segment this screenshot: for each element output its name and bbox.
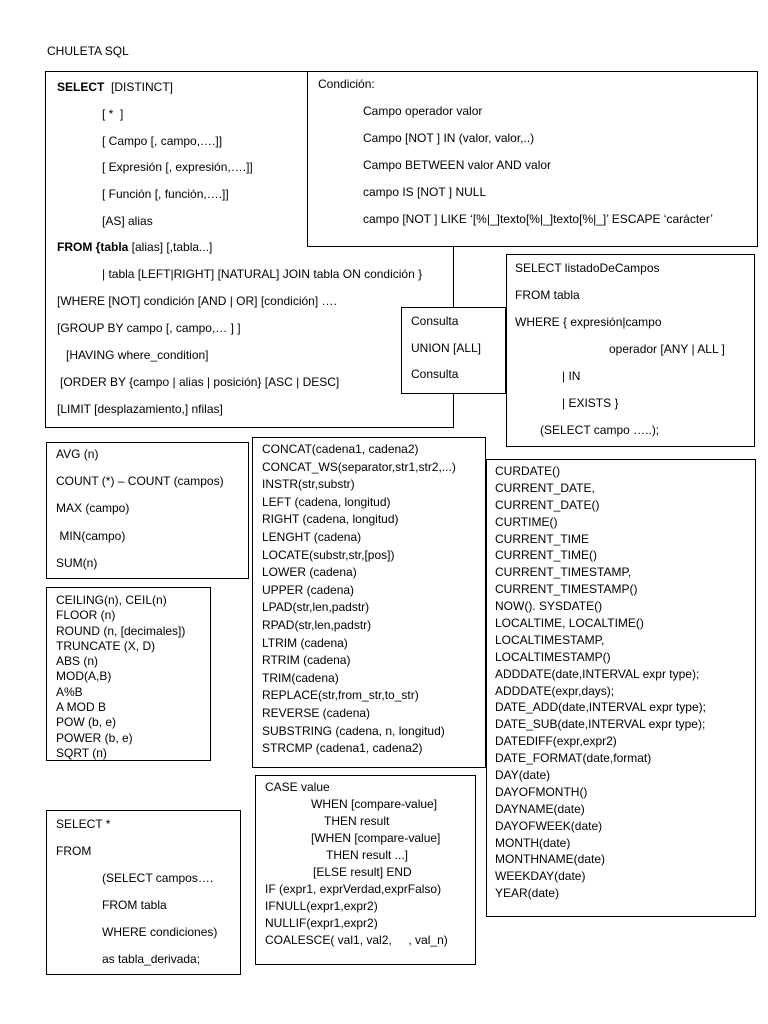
aggregate-line: MIN(campo) bbox=[56, 529, 126, 543]
case-line: [ELSE result] END bbox=[313, 865, 412, 879]
date-function: DATE_FORMAT(date,format) bbox=[495, 751, 652, 766]
string-function: RTRIM (cadena) bbox=[262, 653, 351, 668]
math-functions-box bbox=[46, 587, 211, 761]
union-box bbox=[401, 307, 506, 394]
syntax-line: [LIMIT [desplazamiento,] nfilas] bbox=[57, 402, 223, 416]
date-functions-box bbox=[486, 459, 756, 917]
date-function: CURRENT_TIMESTAMP() bbox=[495, 582, 638, 597]
derived-line: as tabla_derivada; bbox=[102, 952, 201, 966]
case-line: THEN result ...] bbox=[326, 848, 409, 862]
case-line: CASE value bbox=[265, 780, 330, 794]
date-function: WEEKDAY(date) bbox=[495, 869, 586, 884]
derived-table-box bbox=[46, 810, 241, 975]
condition-heading: Condición: bbox=[318, 77, 375, 91]
date-function: DATE_SUB(date,INTERVAL expr type); bbox=[495, 717, 706, 732]
string-function: TRIM(cadena) bbox=[262, 670, 339, 685]
string-function: STRCMP (cadena1, cadena2) bbox=[262, 741, 423, 756]
math-function: CEILING(n), CEIL(n) bbox=[56, 593, 167, 607]
math-function: TRUNCATE (X, D) bbox=[56, 638, 156, 653]
subquery-where-box bbox=[506, 254, 755, 447]
case-line: THEN result bbox=[324, 814, 390, 828]
string-function: LEFT (cadena, longitud) bbox=[262, 494, 391, 509]
math-functions-list bbox=[56, 593, 185, 761]
date-function: DATE_ADD(date,INTERVAL expr type); bbox=[495, 700, 706, 715]
syntax-line: [GROUP BY campo [, campo,… ] ] bbox=[57, 321, 241, 335]
condition-line: Campo operador valor bbox=[363, 104, 483, 118]
string-function: RIGHT (cadena, longitud) bbox=[262, 512, 399, 527]
string-function: RPAD(str,len,padstr) bbox=[262, 617, 372, 632]
subquery-line: WHERE { expresión|campo bbox=[515, 315, 662, 329]
subquery-line: (SELECT campo …..); bbox=[540, 423, 660, 437]
union-line: UNION [ALL] bbox=[411, 341, 482, 355]
syntax-line: | tabla [LEFT|RIGHT] [NATURAL] JOIN tabla ON condición } bbox=[102, 267, 423, 281]
string-function: LOCATE(substr,str,[pos]) bbox=[262, 547, 395, 562]
syntax-line: [ Expresión [, expresión,….]] bbox=[102, 160, 253, 174]
date-function: CURDATE() bbox=[495, 464, 561, 478]
syntax-line: [ORDER BY {campo | alias | posición} [ASC | DESC] bbox=[60, 375, 340, 389]
date-function: MONTH(date) bbox=[495, 835, 571, 850]
aggregate-line: COUNT (*) – COUNT (campos) bbox=[56, 474, 224, 488]
date-function: CURRENT_TIMESTAMP, bbox=[495, 565, 632, 580]
date-function: LOCALTIME, LOCALTIME() bbox=[495, 616, 644, 631]
case-functions-box bbox=[255, 775, 476, 965]
math-function: POWER (b, e) bbox=[56, 730, 133, 745]
case-line: WHEN [compare-value] bbox=[311, 797, 438, 811]
date-function: MONTHNAME(date) bbox=[495, 852, 606, 867]
aggregates-box bbox=[46, 442, 249, 579]
string-function: LENGHT (cadena) bbox=[262, 529, 362, 544]
date-function: DAYNAME(date) bbox=[495, 801, 585, 816]
date-function: CURRENT_TIME() bbox=[495, 548, 597, 563]
condition-box bbox=[307, 71, 758, 247]
date-function: DAYOFWEEK(date) bbox=[495, 818, 603, 833]
case-line: NULLIF(expr1,expr2) bbox=[265, 916, 378, 930]
subquery-line: FROM tabla bbox=[515, 288, 580, 302]
math-function: FLOOR (n) bbox=[56, 608, 116, 623]
string-function: INSTR(str,substr) bbox=[262, 477, 355, 492]
case-line: IFNULL(expr1,expr2) bbox=[265, 899, 378, 913]
date-function: CURRENT_DATE() bbox=[495, 497, 600, 512]
union-line: Consulta bbox=[411, 314, 459, 328]
syntax-line: [ Campo [, campo,….]] bbox=[102, 134, 223, 148]
date-function: NOW(). SYSDATE() bbox=[495, 599, 603, 614]
string-function: LPAD(str,len,padstr) bbox=[262, 600, 370, 615]
date-function: DAYOFMONTH() bbox=[495, 784, 588, 799]
string-function: SUBSTRING (cadena, n, longitud) bbox=[262, 723, 445, 738]
date-function: DAY(date) bbox=[495, 768, 551, 783]
math-function: A%B bbox=[56, 684, 83, 699]
syntax-line: [ * ] bbox=[102, 107, 124, 121]
derived-line: SELECT * bbox=[56, 817, 111, 831]
syntax-line: [ Función [, función,….]] bbox=[102, 187, 229, 201]
derived-line: FROM tabla bbox=[102, 898, 167, 912]
string-function: CONCAT(cadena1, cadena2) bbox=[262, 442, 419, 456]
string-function: UPPER (cadena) bbox=[262, 582, 355, 597]
date-function: LOCALTIMESTAMP, bbox=[495, 632, 605, 647]
derived-line: (SELECT campos…. bbox=[102, 871, 214, 885]
syntax-line: [WHERE [NOT] condición [AND | OR] [condición] …. bbox=[57, 294, 337, 308]
math-function: ABS (n) bbox=[56, 654, 99, 669]
aggregate-line: AVG (n) bbox=[56, 447, 99, 461]
string-functions-box bbox=[252, 437, 486, 768]
union-line: Consulta bbox=[411, 367, 459, 381]
subquery-line: SELECT listadoDeCampos bbox=[515, 261, 660, 275]
syntax-line: [AS] alias bbox=[102, 214, 153, 228]
syntax-from: FROM {tabla [alias] [,tabla...] bbox=[57, 240, 213, 254]
case-line: COALESCE( val1, val2, , val_n) bbox=[265, 933, 448, 947]
page-title: CHULETA SQL bbox=[47, 44, 129, 58]
condition-line: campo [NOT ] LIKE ‘[%|_]texto[%|_]texto[%|_]’ ESCAPE ‘carácter’ bbox=[363, 212, 713, 226]
aggregate-line: MAX (campo) bbox=[56, 501, 130, 515]
syntax-line: [HAVING where_condition] bbox=[66, 348, 209, 362]
condition-line: Campo [NOT ] IN (valor, valor,..) bbox=[363, 131, 535, 145]
math-function: POW (b, e) bbox=[56, 715, 117, 730]
string-function: REPLACE(str,from_str,to_str) bbox=[262, 688, 419, 703]
derived-line: FROM bbox=[56, 844, 92, 858]
date-function: DATEDIFF(expr,expr2) bbox=[495, 734, 617, 749]
math-function: SQRT (n) bbox=[56, 745, 107, 760]
syntax-select: SELECT [DISTINCT] bbox=[57, 80, 174, 94]
case-line: [WHEN [compare-value] bbox=[311, 831, 441, 845]
date-function: ADDDATE(date,INTERVAL expr type); bbox=[495, 666, 700, 681]
condition-line: campo IS [NOT ] NULL bbox=[363, 185, 487, 199]
derived-line: WHERE condiciones) bbox=[102, 925, 218, 939]
date-function: LOCALTIMESTAMP() bbox=[495, 649, 611, 664]
subquery-line: | EXISTS } bbox=[562, 396, 619, 410]
date-function: ADDDATE(expr,days); bbox=[495, 683, 615, 698]
math-function: MOD(A,B) bbox=[56, 669, 112, 684]
string-function: REVERSE (cadena) bbox=[262, 705, 371, 720]
string-function: LTRIM (cadena) bbox=[262, 635, 348, 650]
date-function: CURRENT_TIME bbox=[495, 531, 590, 546]
subquery-line: | IN bbox=[562, 369, 581, 383]
string-function: CONCAT_WS(separator,str1,str2,...) bbox=[262, 459, 456, 474]
string-function: LOWER (cadena) bbox=[262, 565, 357, 580]
condition-line: Campo BETWEEN valor AND valor bbox=[363, 158, 552, 172]
subquery-line: operador [ANY | ALL ] bbox=[609, 342, 725, 356]
date-function: YEAR(date) bbox=[495, 886, 560, 901]
date-functions-list bbox=[495, 464, 706, 903]
date-function: CURRENT_DATE, bbox=[495, 480, 595, 495]
aggregate-line: SUM(n) bbox=[56, 556, 98, 570]
math-function: A MOD B bbox=[56, 700, 107, 715]
string-functions-list bbox=[262, 442, 456, 759]
math-function: ROUND (n, [decimales]) bbox=[56, 623, 186, 638]
date-function: CURTIME() bbox=[495, 514, 558, 529]
case-line: IF (expr1, exprVerdad,exprFalso) bbox=[265, 882, 442, 896]
